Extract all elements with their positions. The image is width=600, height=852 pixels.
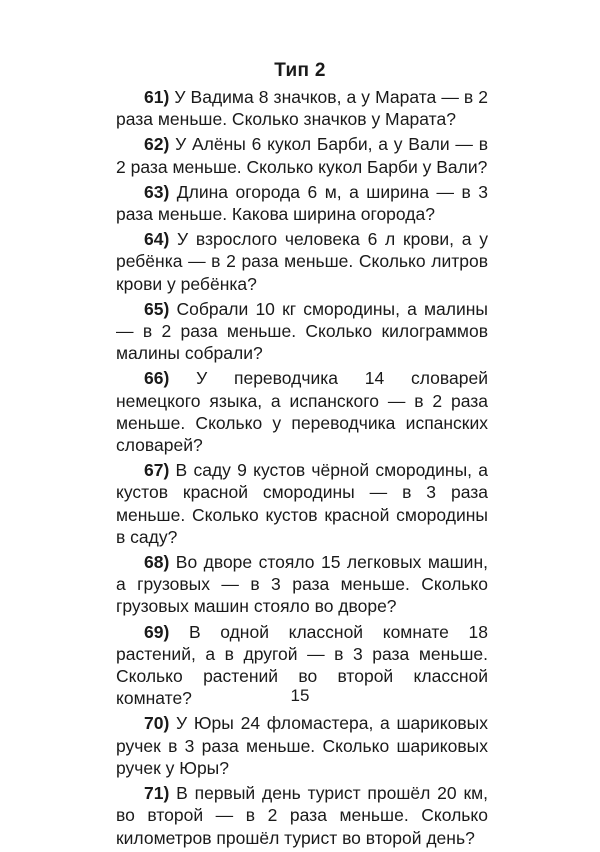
- problem-text: У Вадима 8 значков, а у Марата — в 2 раза меньше. Сколько значков у Марата?: [116, 87, 488, 130]
- problem-number: 63): [144, 181, 170, 202]
- problem-number: 71): [144, 783, 170, 804]
- problem-number: 68): [144, 552, 170, 573]
- problem-number: 65): [144, 298, 170, 319]
- problem-number: 69): [144, 621, 170, 642]
- problem-item: [116, 181, 488, 225]
- problem-number: 67): [144, 460, 170, 481]
- problem-item: [116, 133, 488, 177]
- problem-number: 70): [144, 713, 170, 734]
- problem-text: У Алёны 6 кукол Барби, а у Вали — в 2 раза меньше. Сколько кукол Барби у Вали?: [116, 134, 488, 177]
- problem-number: 66): [144, 368, 170, 389]
- problem-item: [116, 228, 488, 295]
- problem-text: У Юры 24 фломастера, а шариковых ручек в 3 раза меньше. Сколько шариковых ручек у Юры?: [116, 713, 488, 778]
- problem-text: Во дворе стояло 15 легковых машин, а грузовых — в 3 раза меньше. Сколько грузовых машин стояло во дворе?: [116, 552, 488, 617]
- problem-item: [116, 298, 488, 365]
- section-heading: Тип 2: [274, 60, 326, 81]
- problem-item: [116, 367, 488, 456]
- problem-item: [116, 86, 488, 130]
- problem-text: В одной классной комнате 18 растений, а в другой — в 3 раза меньше. Сколько растений во второй классной комнате?: [116, 621, 488, 709]
- problem-text: У переводчика 14 словарей немецкого языка, а испанского — в 2 раза меньше. Сколько у переводчика испанских словарей?: [116, 368, 488, 456]
- page-number: 15: [290, 686, 310, 705]
- problem-text: В первый день турист прошёл 20 км, во второй — в 2 раза меньше. Сколько километров прошёл турист во второй день?: [116, 783, 488, 848]
- problem-number: 64): [144, 229, 170, 250]
- problem-number: 62): [144, 134, 170, 155]
- problem-item: [116, 551, 488, 618]
- problem-list: [116, 86, 488, 852]
- problem-number: 61): [144, 87, 170, 107]
- problem-item: [116, 712, 488, 779]
- problem-item: [116, 459, 488, 548]
- problem-text: В саду 9 кустов чёрной смородины, а кустов красной смородины — в 3 раза меньше. Сколько кустов красной смородины в саду?: [116, 460, 488, 547]
- problem-item: [116, 782, 488, 849]
- problem-text: Собрали 10 кг смородины, а малины — в 2 раза меньше. Сколько килограммов малины собрали?: [116, 298, 488, 364]
- problem-text: У взрослого человека 6 л крови, а у ребёнка — в 2 раза меньше. Сколько литров крови у ребёнка?: [116, 229, 488, 294]
- problem-text: Длина огорода 6 м, а ширина — в 3 раза меньше. Какова ширина огорода?: [116, 181, 488, 225]
